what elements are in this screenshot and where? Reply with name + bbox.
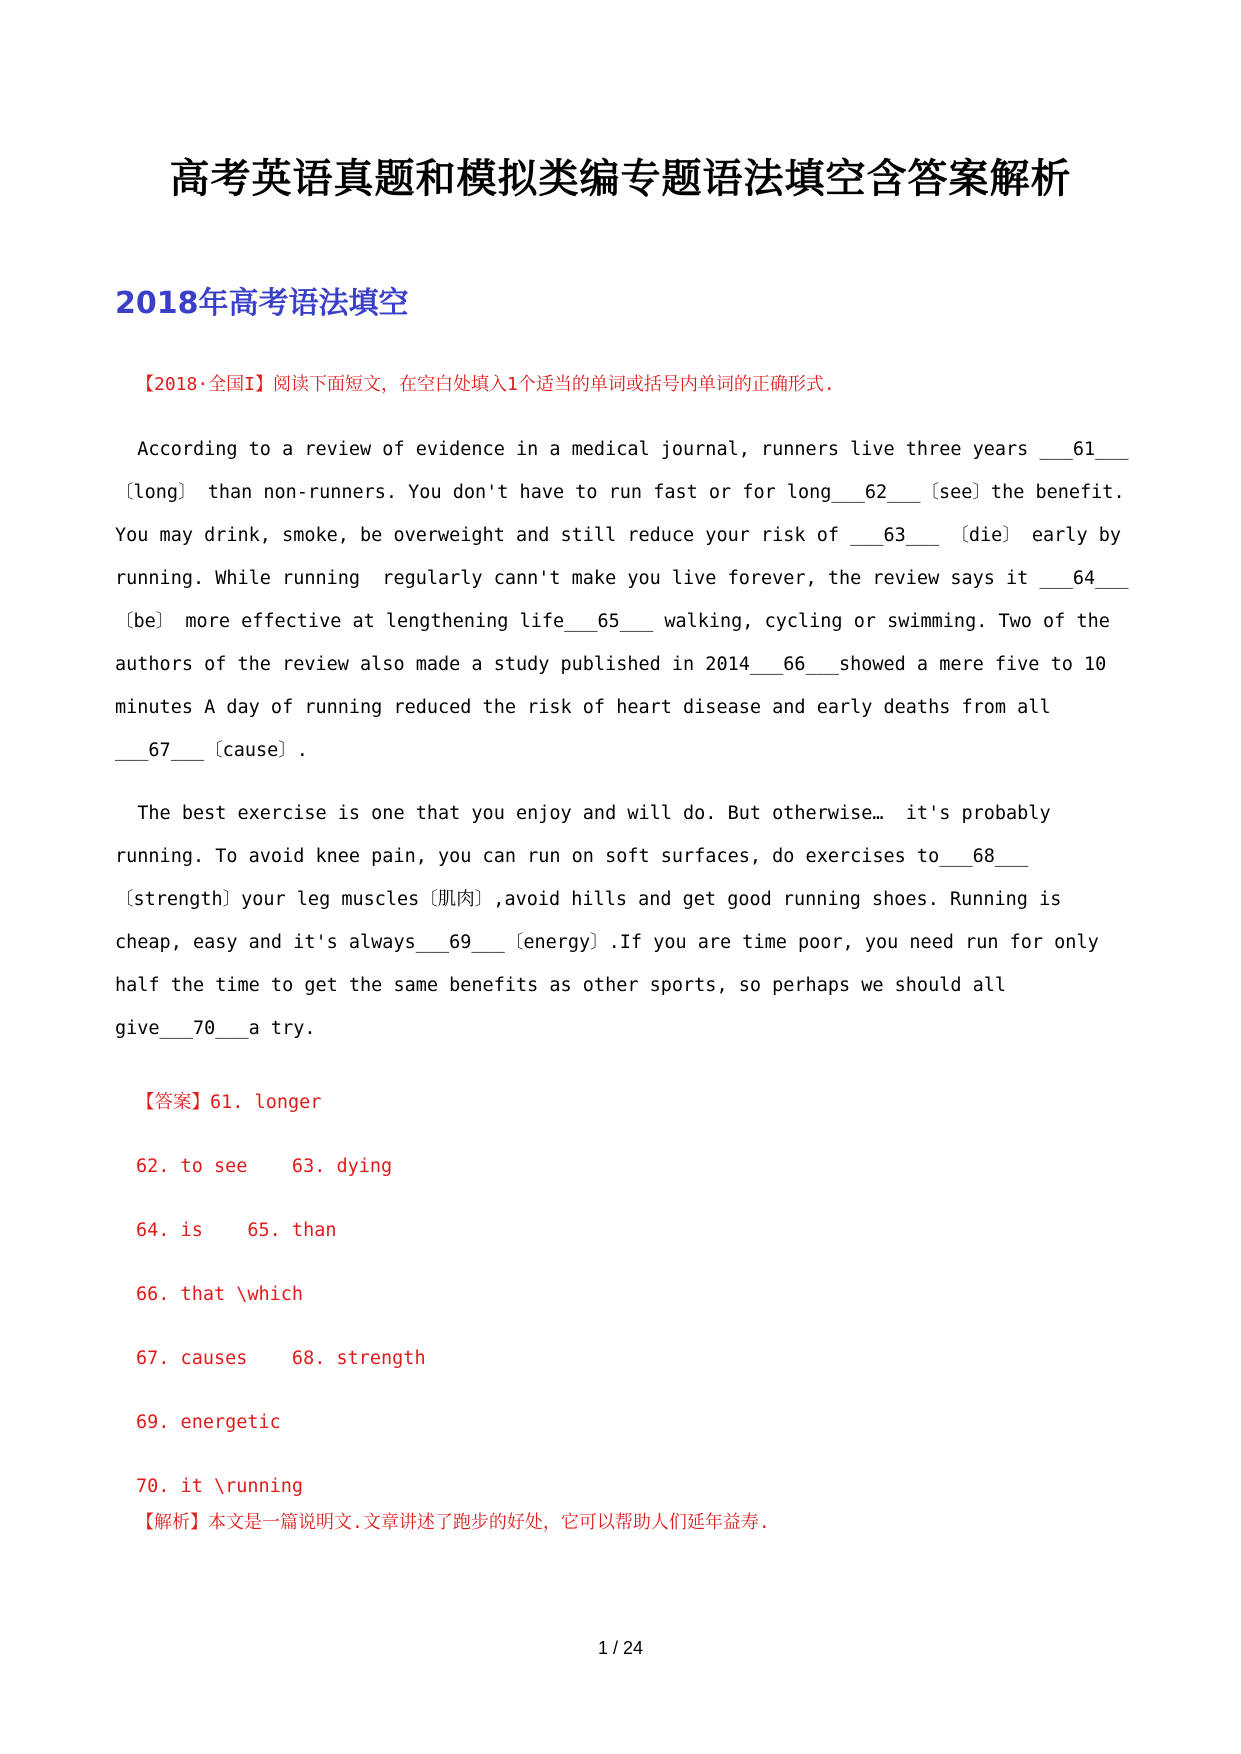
passage-line: 〔be〕 more effective at lengthening life___65___ walking, cycling or swimming. Two of the xyxy=(115,611,1110,632)
analysis-note: 【解析】本文是一篇说明文.文章讲述了跑步的好处，它可以帮助人们延年益寿. xyxy=(136,1512,770,1533)
passage-line: half the time to get the same benefits as other sports, so perhaps we should all xyxy=(115,975,1007,996)
passage-line: 〔long〕 than non-runners. You don't have to run fast or for long___62___〔see〕the benefit. xyxy=(115,482,1125,503)
answer-row: 64. is 65. than xyxy=(136,1220,337,1241)
passage-line: running. While running regularly cann't make you live forever, the review says it ___64___ xyxy=(115,568,1129,589)
section-heading: 2018年高考语法填空 xyxy=(115,286,409,321)
passage-line: give___70___a try. xyxy=(115,1018,316,1039)
answer-row: 【答案】61. longer xyxy=(136,1092,322,1113)
passage-line: minutes A day of running reduced the risk of heart disease and early deaths from all xyxy=(115,697,1051,718)
passage-line: running. To avoid knee pain, you can run on soft surfaces, do exercises to___68___ xyxy=(115,846,1029,867)
answer-key xyxy=(136,1071,426,1519)
passage-line: 〔strength〕your leg muscles〔肌肉〕,avoid hills and get good running shoes. Running is xyxy=(115,889,1062,910)
answer-row: 67. causes 68. strength xyxy=(136,1348,426,1369)
passage-line: According to a review of evidence in a medical journal, runners live three years ___61___ xyxy=(115,439,1129,460)
document-title: 高考英语真题和模拟类编专题语法填空含答案解析 xyxy=(169,155,1072,202)
passage-line: authors of the review also made a study published in 2014___66___showed a mere five to 10 xyxy=(115,654,1107,675)
answer-row: 62. to see 63. dying xyxy=(136,1156,393,1177)
passage-line: The best exercise is one that you enjoy and will do. But otherwise… it's probably xyxy=(115,803,1051,824)
answer-row: 70. it \running xyxy=(136,1476,304,1497)
question-source-instruction: 【2018·全国I】阅读下面短文，在空白处填入1个适当的单词或括号内单词的正确形式. xyxy=(136,374,835,395)
page-number: 1 / 24 xyxy=(597,1638,644,1658)
answer-row: 69. energetic xyxy=(136,1412,281,1433)
passage-paragraph-1 xyxy=(115,428,1129,772)
passage-line: You may drink, smoke, be overweight and still reduce your risk of ___63___ 〔die〕 early by xyxy=(115,525,1122,546)
passage-line: cheap, easy and it's always___69___〔energy〕.If you are time poor, you need run for only xyxy=(115,932,1099,953)
answer-row: 66. that \which xyxy=(136,1284,304,1305)
passage-line: ___67___〔cause〕. xyxy=(115,740,308,761)
passage-paragraph-2 xyxy=(115,792,1125,1050)
